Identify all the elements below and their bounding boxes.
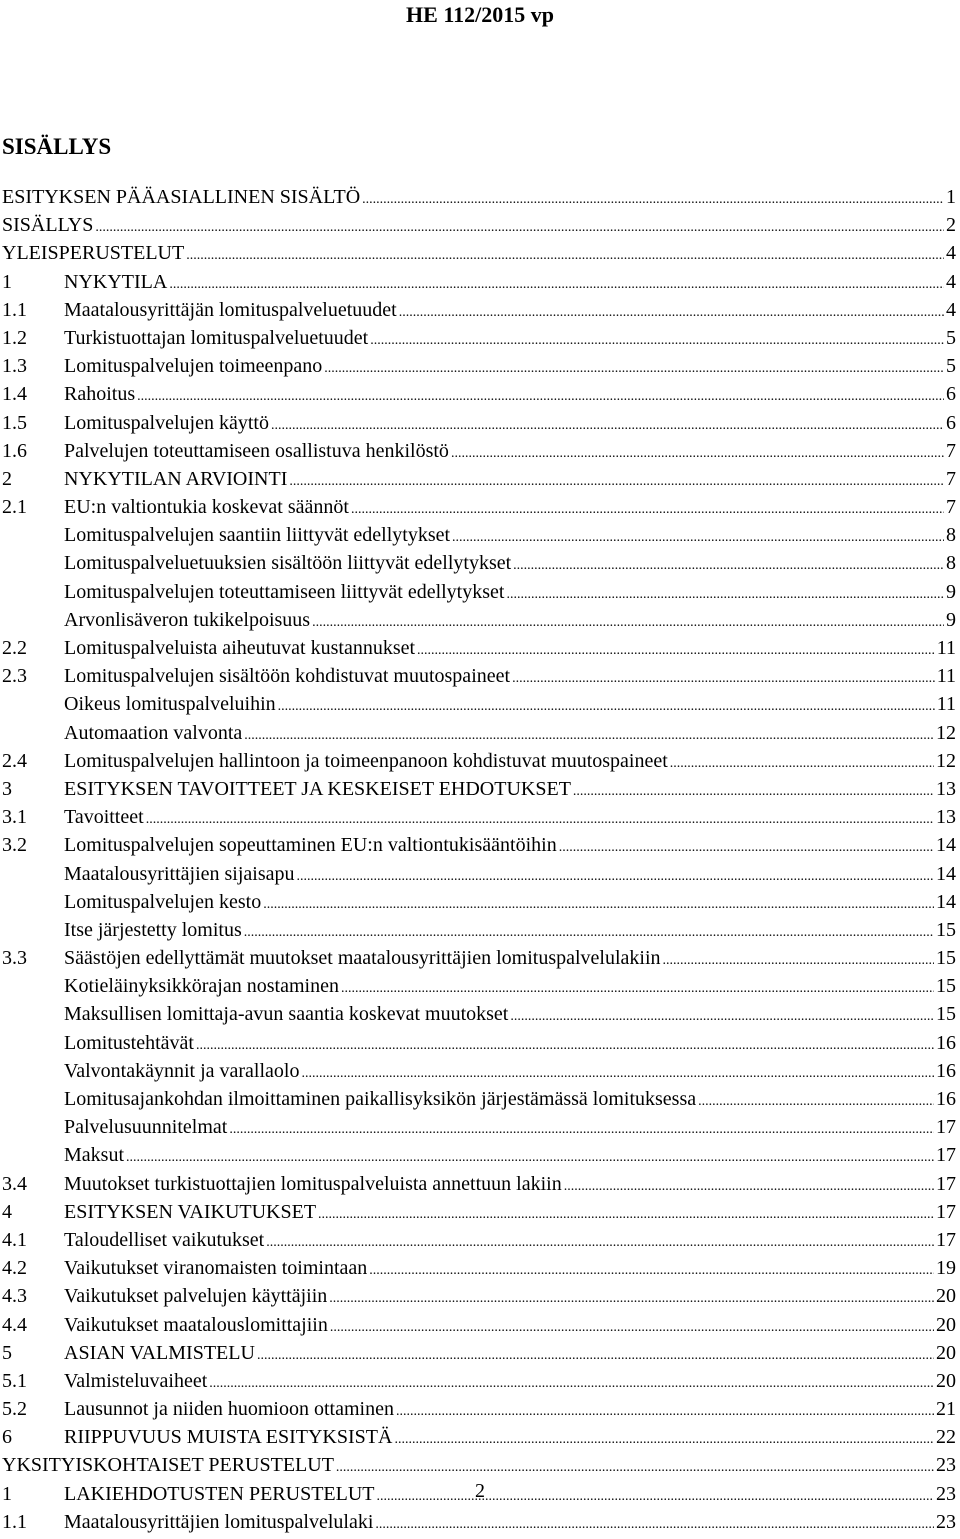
toc-entry-number: 6	[2, 1426, 12, 1449]
toc-entry-label: ASIAN VALMISTELU	[64, 1341, 255, 1364]
toc-entry-page: 6	[946, 411, 956, 434]
toc-entry-page: 13	[936, 806, 956, 829]
toc-entry-page: 2	[946, 214, 956, 237]
toc-entry[interactable]	[2, 1000, 956, 1028]
document-header: HE 112/2015 vp	[406, 2, 554, 27]
toc-entry-label: NYKYTILAN ARVIOINTI	[64, 467, 288, 490]
toc-leader-dots	[266, 1226, 934, 1257]
toc-entry[interactable]	[2, 465, 956, 493]
toc-leader-dots	[289, 465, 944, 496]
toc-leader-dots	[452, 521, 944, 552]
toc-entry-page: 17	[936, 1228, 956, 1251]
toc-entry-label: NYKYTILA	[64, 270, 168, 293]
toc-entry[interactable]	[2, 1282, 956, 1310]
toc-entry-label: Palvelujen toteuttamiseen osallistuva henkilöstö	[64, 439, 449, 462]
toc-entry-label: Lomituspalvelujen saantiin liittyvät edellytykset	[64, 524, 451, 547]
toc-entry[interactable]	[2, 493, 956, 521]
toc-entry-page: 17	[936, 1144, 956, 1167]
toc-leader-dots	[670, 747, 934, 778]
toc-entry-label: Maatalousyrittäjien sijaisapu	[64, 862, 295, 885]
toc-entry-page: 11	[936, 665, 956, 688]
toc-entry-page: 15	[936, 947, 956, 970]
toc-leader-dots	[330, 1311, 934, 1342]
toc-entry[interactable]	[2, 380, 956, 408]
toc-entry[interactable]	[2, 916, 956, 944]
toc-entry-label: Itse järjestetty lomitus	[64, 918, 242, 941]
toc-leader-dots	[394, 1423, 934, 1454]
toc-leader-dots	[324, 352, 944, 383]
toc-entry-number: 3.2	[2, 834, 27, 857]
toc-entry-page: 4	[946, 270, 956, 293]
toc-entry-number: 1.1	[2, 1510, 27, 1533]
toc-entry-number: 3.3	[2, 947, 27, 970]
toc-entry[interactable]	[2, 1170, 956, 1198]
toc-leader-dots	[451, 437, 944, 468]
toc-entry-label: Lomituspalvelujen käyttö	[64, 411, 269, 434]
toc-leader-dots	[244, 916, 934, 947]
toc-entry-label: Lausunnot ja niiden huomioon ottaminen	[64, 1398, 394, 1421]
page-title: SISÄLLYS	[2, 134, 112, 159]
toc-entry-number: 4.4	[2, 1313, 27, 1336]
toc-leader-dots	[370, 324, 944, 355]
toc-entry-page: 23	[936, 1482, 956, 1505]
toc-entry-number: 2	[2, 467, 12, 490]
toc-entry-page: 1	[946, 186, 956, 208]
toc-entry-page: 5	[946, 326, 956, 349]
toc-entry-number: 1.6	[2, 439, 27, 462]
toc-leader-dots	[341, 972, 934, 1003]
toc-entry[interactable]	[2, 944, 956, 972]
toc-entry-label: Lomituspalvelujen kesto	[64, 890, 262, 913]
toc-entry-label: Lomituspalvelujen sisältöön kohdistuvat muutospaineet	[64, 665, 511, 688]
toc-entry-page: 15	[936, 1003, 956, 1026]
toc-entry-label: EU:n valtiontukia koskevat säännöt	[64, 496, 349, 519]
toc-leader-dots	[506, 578, 944, 609]
toc-entry[interactable]	[2, 239, 956, 267]
toc-leader-dots	[564, 1170, 934, 1201]
toc-entry[interactable]	[2, 437, 956, 465]
toc-leader-dots	[369, 1254, 934, 1285]
toc-entry[interactable]	[2, 1423, 956, 1451]
toc-entry[interactable]	[2, 352, 956, 380]
toc-entry-label: Maatalousyrittäjien lomituspalvelulaki	[64, 1510, 374, 1533]
toc-entry-number: 4.2	[2, 1257, 27, 1280]
toc-entry[interactable]	[2, 831, 956, 859]
toc-entry-page: 17	[936, 1172, 956, 1195]
toc-leader-dots	[271, 409, 944, 440]
toc-entry-label: Maksut	[64, 1144, 124, 1167]
toc-leader-dots	[698, 1085, 934, 1116]
toc-entry-page: 8	[946, 524, 956, 547]
toc-entry[interactable]	[2, 1141, 956, 1169]
toc-entry[interactable]	[2, 860, 956, 888]
toc-entry-number: 1	[2, 1482, 12, 1505]
toc-entry-number: 3.4	[2, 1172, 27, 1195]
toc-entry[interactable]	[2, 268, 956, 296]
toc-entry-page: 4	[946, 242, 956, 265]
toc-entry-number: 5.2	[2, 1398, 27, 1421]
toc-leader-dots	[329, 1282, 934, 1313]
toc-entry[interactable]	[2, 183, 956, 211]
toc-entry-number: 1	[2, 270, 12, 293]
toc-entry-number: 1.4	[2, 383, 27, 406]
toc-leader-dots	[663, 944, 934, 975]
page-number: 2	[475, 1480, 485, 1502]
toc-entry-page: 14	[936, 834, 956, 857]
toc-leader-dots	[312, 606, 944, 637]
toc-entry-page: 5	[946, 355, 956, 378]
toc-entry-page: 17	[936, 1116, 956, 1139]
toc-entry-page: 12	[936, 721, 956, 744]
toc-leader-dots	[510, 1000, 934, 1031]
toc-entry[interactable]	[2, 296, 956, 324]
toc-leader-dots	[318, 1198, 934, 1229]
toc-leader-dots	[137, 380, 944, 411]
toc-entry[interactable]	[2, 549, 956, 577]
toc-entry-label: Lomituspalveluetuuksien sisältöön liittyvät edellytykset	[64, 552, 512, 575]
toc-leader-dots	[301, 1057, 934, 1088]
toc-leader-dots	[244, 719, 934, 750]
toc-entry-label: Turkistuottajan lomituspalveluetuudet	[64, 326, 369, 349]
toc-entry-page: 7	[946, 496, 956, 519]
toc-entry-page: 13	[936, 777, 956, 800]
toc-entry[interactable]	[2, 690, 956, 718]
toc-entry-number: 1.2	[2, 326, 27, 349]
toc-entry-label: Vaikutukset palvelujen käyttäjiin	[64, 1285, 328, 1308]
toc-entry[interactable]	[2, 747, 956, 775]
toc-entry-label: LAKIEHDOTUSTEN PERUSTELUT	[64, 1482, 375, 1505]
toc-entry-page: 16	[936, 1031, 956, 1054]
toc-leader-dots	[512, 662, 935, 693]
toc-entry-label: RIIPPUVUUS MUISTA ESITYKSISTÄ	[64, 1426, 393, 1449]
toc-leader-dots	[186, 239, 944, 270]
toc-entry-label: Oikeus lomituspalveluihin	[64, 693, 276, 716]
toc-entry-number: 5.1	[2, 1369, 27, 1392]
toc-entry-page: 7	[946, 467, 956, 490]
toc-entry-page: 20	[936, 1285, 956, 1308]
toc-entry-number: 1.1	[2, 298, 27, 321]
toc-entry-page: 8	[946, 552, 956, 575]
toc-entry[interactable]	[2, 1113, 956, 1141]
toc-entry-label: Lomituspalvelujen toteuttamiseen liittyvät edellytykset	[64, 580, 505, 603]
toc-entry-number: 4.3	[2, 1285, 27, 1308]
toc-entry[interactable]	[2, 719, 956, 747]
toc-entry[interactable]	[2, 972, 956, 1000]
toc-entry[interactable]	[2, 1367, 956, 1395]
toc-entry-label: Maksullisen lomittaja-avun saantia koskevat muutokset	[64, 1003, 509, 1026]
toc-entry-page: 17	[936, 1200, 956, 1223]
toc-entry-number: 2.1	[2, 496, 27, 519]
toc-entry-page: 23	[936, 1454, 956, 1477]
toc-entry-number: 2.2	[2, 637, 27, 659]
toc-leader-dots	[375, 1508, 934, 1539]
toc-leader-dots	[351, 493, 944, 524]
toc-entry-number: 5	[2, 1341, 12, 1364]
toc-entry-page: 21	[936, 1398, 956, 1421]
toc-entry-page: 11	[936, 693, 956, 716]
toc-entry[interactable]	[2, 1339, 956, 1367]
toc-entry-page: 15	[936, 918, 956, 941]
toc-entry[interactable]	[2, 775, 956, 803]
toc-entry-label: Rahoitus	[64, 383, 136, 406]
toc-entry-number: 4.1	[2, 1228, 27, 1251]
toc-entry[interactable]	[2, 1085, 956, 1113]
toc-entry[interactable]	[2, 1451, 956, 1479]
toc-entry-label: Tavoitteet	[64, 806, 144, 829]
toc-entry-label: Vaikutukset viranomaisten toimintaan	[64, 1257, 368, 1280]
toc-entry-number: 1.3	[2, 355, 27, 378]
toc-entry-label: Palvelusuunnitelmat	[64, 1116, 228, 1139]
toc-entry-page: 14	[936, 862, 956, 885]
toc-leader-dots	[126, 1141, 934, 1172]
toc-leader-dots	[95, 211, 944, 242]
toc-entry[interactable]	[2, 662, 956, 690]
toc-entry-label: Automaation valvonta	[64, 721, 243, 744]
toc-entry-page: 16	[936, 1059, 956, 1082]
toc-entry-label: Valvontakäynnit ja varallaolo	[64, 1059, 300, 1082]
toc-entry[interactable]	[2, 606, 956, 634]
toc-entry-page: 6	[946, 383, 956, 406]
toc-entry-number: 3	[2, 777, 12, 800]
toc-entry[interactable]	[2, 1311, 956, 1339]
toc-entry-label: ESITYKSEN VAIKUTUKSET	[64, 1200, 317, 1223]
toc-entry-page: 14	[936, 890, 956, 913]
toc-entry-page: 16	[936, 1088, 956, 1110]
toc-entry[interactable]	[2, 324, 956, 352]
toc-entry-label: SISÄLLYS	[2, 214, 94, 237]
toc-entry-page: 20	[936, 1369, 956, 1392]
toc-entry-label: Lomitusajankohdan ilmoittaminen paikallisyksikön järjestämässä lomituksessa	[64, 1088, 697, 1110]
toc-entry-page: 19	[936, 1257, 956, 1280]
toc-entry-label: Säästöjen edellyttämät muutokset maatalousyrittäjien lomituspalvelulakiin	[64, 947, 661, 970]
toc-entry-page: 23	[936, 1510, 956, 1533]
toc-entry-number: 4	[2, 1200, 12, 1223]
toc-entry-page: 22	[936, 1426, 956, 1449]
toc-entry-label: ESITYKSEN PÄÄASIALLINEN SISÄLTÖ	[2, 186, 361, 208]
toc-leader-dots	[362, 183, 944, 214]
toc-leader-dots	[146, 803, 934, 834]
toc-leader-dots	[417, 634, 935, 665]
toc-entry-number: 2.4	[2, 749, 27, 772]
toc-entry-page: 9	[946, 608, 956, 631]
toc-entry-label: Lomitustehtävät	[64, 1031, 194, 1054]
toc-entry[interactable]	[2, 1198, 956, 1226]
toc-entry-page: 7	[946, 439, 956, 462]
toc-entry[interactable]	[2, 1226, 956, 1254]
toc-leader-dots	[257, 1339, 934, 1370]
toc-leader-dots	[196, 1029, 934, 1060]
toc-leader-dots	[209, 1367, 934, 1398]
toc-entry-label: Lomituspalveluista aiheutuvat kustannukset	[64, 637, 416, 659]
toc-entry[interactable]	[2, 409, 956, 437]
toc-entry[interactable]	[2, 634, 956, 662]
toc-entry-page: 9	[946, 580, 956, 603]
toc-entry-label: Vaikutukset maatalouslomittajiin	[64, 1313, 328, 1336]
toc-entry-number: 2.3	[2, 665, 27, 688]
toc-entry[interactable]	[2, 1508, 956, 1536]
toc-entry[interactable]	[2, 888, 956, 916]
toc-leader-dots	[399, 296, 944, 327]
toc-entry-label: Taloudelliset vaikutukset	[64, 1228, 265, 1251]
toc-leader-dots	[559, 831, 934, 862]
toc-leader-dots	[169, 268, 944, 299]
toc-leader-dots	[278, 690, 935, 721]
toc-entry-label: Muutokset turkistuottajien lomituspalveluista annettuun lakiin	[64, 1172, 562, 1195]
toc-leader-dots	[336, 1451, 934, 1482]
toc-entry-label: Arvonlisäveron tukikelpoisuus	[64, 608, 311, 631]
toc-entry-number: 3.1	[2, 806, 27, 829]
toc-entry[interactable]	[2, 803, 956, 831]
toc-leader-dots	[263, 888, 934, 919]
toc-entry-label: Lomituspalvelujen hallintoon ja toimeenpanoon kohdistuvat muutospaineet	[64, 749, 668, 772]
toc-entry-page: 15	[936, 975, 956, 998]
toc-entry[interactable]	[2, 211, 956, 239]
toc-entry-page: 20	[936, 1313, 956, 1336]
toc-entry-page: 20	[936, 1341, 956, 1364]
toc-leader-dots	[396, 1395, 934, 1426]
toc-leader-dots	[297, 860, 935, 891]
toc-entry-label: Kotieläinyksikkörajan nostaminen	[64, 975, 339, 998]
toc-entry-label: Lomituspalvelujen toimeenpano	[64, 355, 323, 378]
toc-entry[interactable]	[2, 578, 956, 606]
toc-entry[interactable]	[2, 1029, 956, 1057]
toc-leader-dots	[229, 1113, 934, 1144]
toc-entry-label: Maatalousyrittäjän lomituspalveluetuudet	[64, 298, 397, 321]
toc-entry-number: 1.5	[2, 411, 27, 434]
toc-entry[interactable]	[2, 1395, 956, 1423]
toc-entry[interactable]	[2, 1057, 956, 1085]
toc-entry-label: ESITYKSEN TAVOITTEET JA KESKEISET EHDOTUKSET	[64, 777, 571, 800]
toc-entry-label: YLEISPERUSTELUT	[2, 242, 185, 265]
toc-entry-page: 4	[946, 298, 956, 321]
table-of-contents	[2, 183, 956, 1536]
toc-entry-label: Valmisteluvaiheet	[64, 1369, 208, 1392]
toc-entry-label: Lomituspalvelujen sopeuttaminen EU:n valtiontukisääntöihin	[64, 834, 557, 857]
toc-entry-page: 11	[936, 637, 956, 659]
toc-entry[interactable]	[2, 1254, 956, 1282]
toc-entry-page: 12	[936, 749, 956, 772]
toc-entry[interactable]	[2, 521, 956, 549]
toc-entry-label: YKSITYISKOHTAISET PERUSTELUT	[2, 1454, 334, 1477]
toc-leader-dots	[513, 549, 944, 580]
toc-leader-dots	[573, 775, 934, 806]
